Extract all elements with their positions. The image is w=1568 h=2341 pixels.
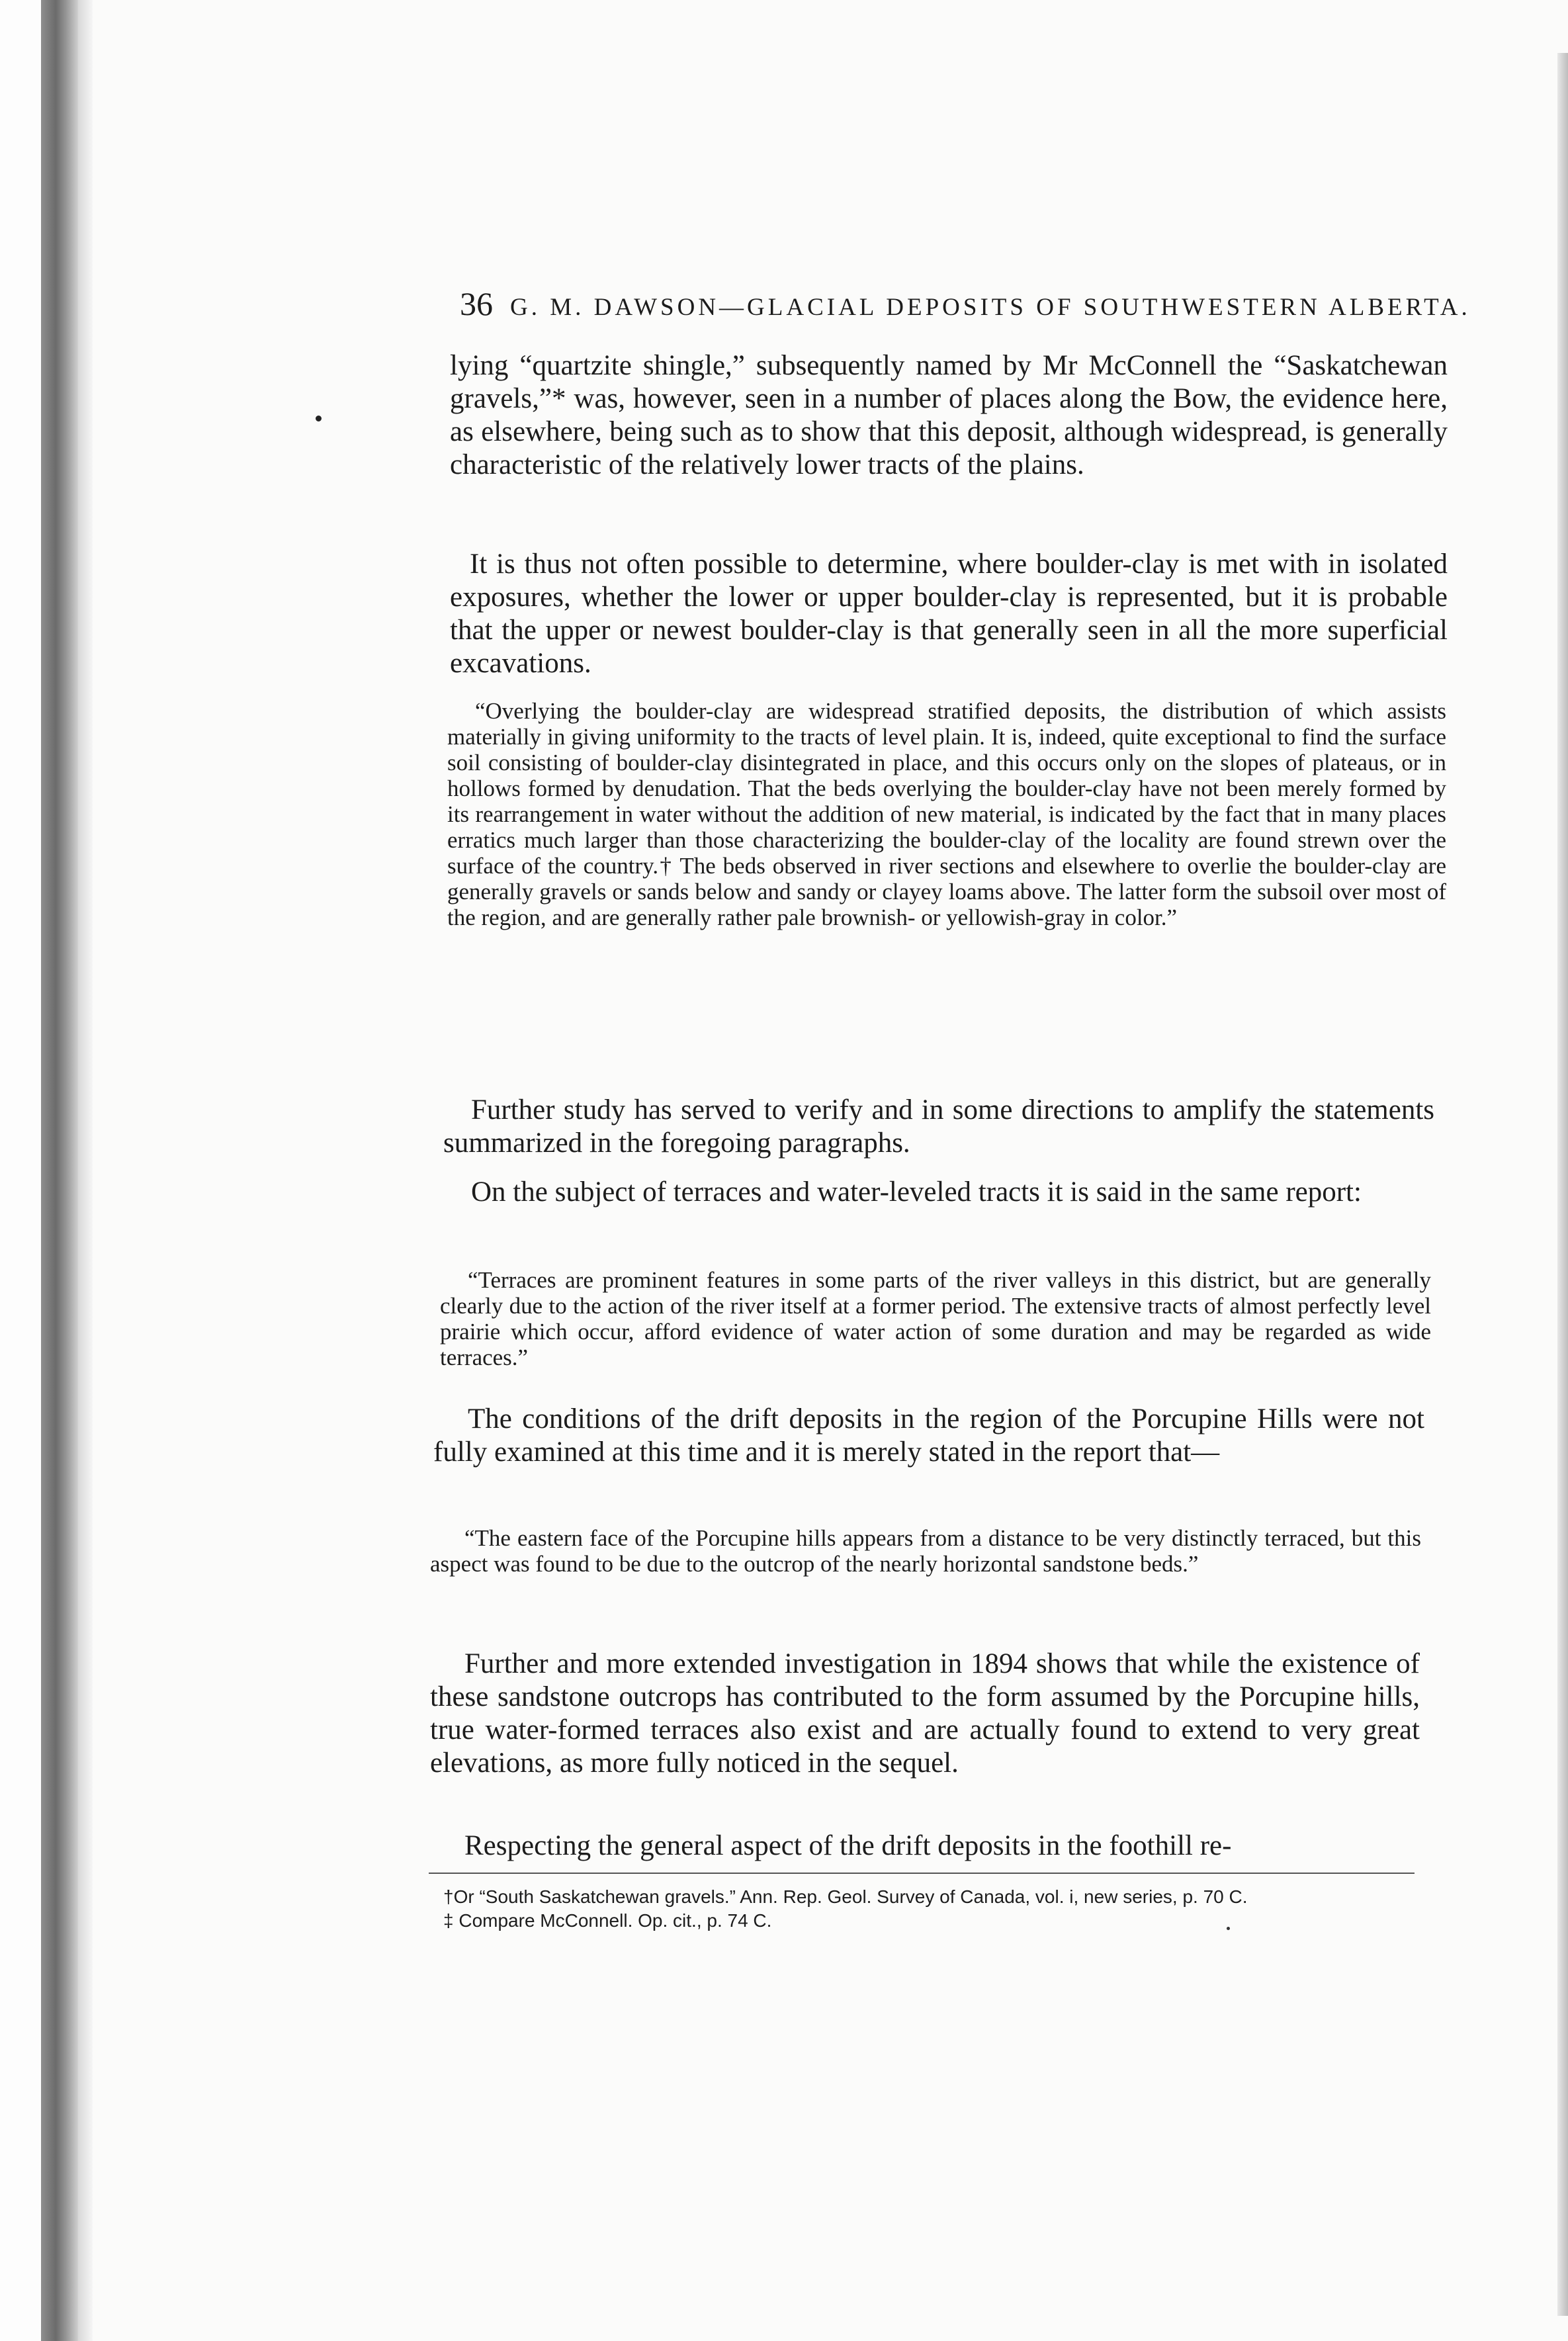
paragraph-3: Further study has served to verify and in some directions to amplify the statements summarized in the foregoing paragraphs. — [443, 1094, 1434, 1159]
paragraph-4: On the subject of terraces and water-leveled tracts it is said in the same report: — [471, 1176, 1362, 1208]
page-margin — [0, 0, 41, 2341]
page-number: 36 — [460, 285, 493, 322]
gutter-gradient — [78, 0, 93, 2341]
footnote-rule — [429, 1873, 1415, 1874]
block-quote-1: “Overlying the boulder-clay are widespread stratified deposits, the distribution of which assists materially in giving uniformity to the tracts of level plain. It is, indeed, quite exceptional to find the surface soil consisting of boulder-clay disintegrated in place, and this occurs only on the slopes of plateaus, or in hollows formed by denudation. That the beds overlying the boulder-clay have not been merely formed by its rearrangement in water without the addition of new material, is indicated by the fact that in many places erratics much larger than those characterizing the boulder-clay of the locality are found strewn over the surface of the country.† The beds observed in river sections and elsewhere to overlie the boulder-clay are generally gravels or sands below and sandy or clayey loams above. The latter form the subsoil over most of the region, and are generally rather pale brownish- or yellowish-gray in color.” — [447, 698, 1446, 930]
book-spine-shadow — [41, 0, 78, 2341]
running-header — [460, 285, 1471, 323]
ink-dot — [316, 416, 322, 421]
block-quote-3: “The eastern face of the Porcupine hills appears from a distance to be very distinctly terraced, but this aspect was found to be due to the outcrop of the nearly horizontal sandstone beds.” — [430, 1525, 1421, 1577]
footnote-2: ‡ Compare McConnell. Op. cit., p. 74 C. — [443, 1910, 772, 1931]
paragraph-1: lying “quartzite shingle,” subsequently named by Mr McConnell the “Saskatchewan gravels,”* was, however, seen in a number of places along the Bow, the evidence here, as elsewhere, being such as to show that this deposit, although widespread, is generally characteristic of the relatively lower tracts of the plains. — [450, 350, 1448, 480]
running-title: G. M. DAWSON—GLACIAL DEPOSITS OF SOUTHWESTERN ALBERTA. — [510, 294, 1471, 321]
paragraph-7: Respecting the general aspect of the drift deposits in the foothill re- — [464, 1830, 1232, 1861]
footnote-1: †Or “South Saskatchewan gravels.” Ann. Rep. Geol. Survey of Canada, vol. i, new series, p. 70 C. — [443, 1886, 1248, 1907]
paragraph-6: Further and more extended investigation in 1894 shows that while the existence of these sandstone outcrops has contributed to the form assumed by the Porcupine hills, true water-formed terraces also exist and are actually found to extend to very great elevations, as more fully noticed in the sequel. — [430, 1648, 1420, 1779]
paragraph-2: It is thus not often possible to determine, where boulder-clay is met with in isolated exposures, whether the lower or upper boulder-clay is represented, but it is probable that the upper or newest boulder-clay is that generally seen in all the more superficial excavations. — [450, 549, 1448, 679]
block-quote-2: “Terraces are prominent features in some parts of the river valleys in this district, but are generally clearly due to the action of the river itself at a former period. The extensive tracts of almost perfectly level prairie which occur, afford evidence of water action of some duration and may be regarded as wide terraces.” — [440, 1267, 1431, 1370]
page-edge — [1557, 53, 1568, 2316]
paragraph-5: The conditions of the drift deposits in the region of the Porcupine Hills were not fully examined at this time and it is merely stated in the report that— — [433, 1403, 1424, 1468]
